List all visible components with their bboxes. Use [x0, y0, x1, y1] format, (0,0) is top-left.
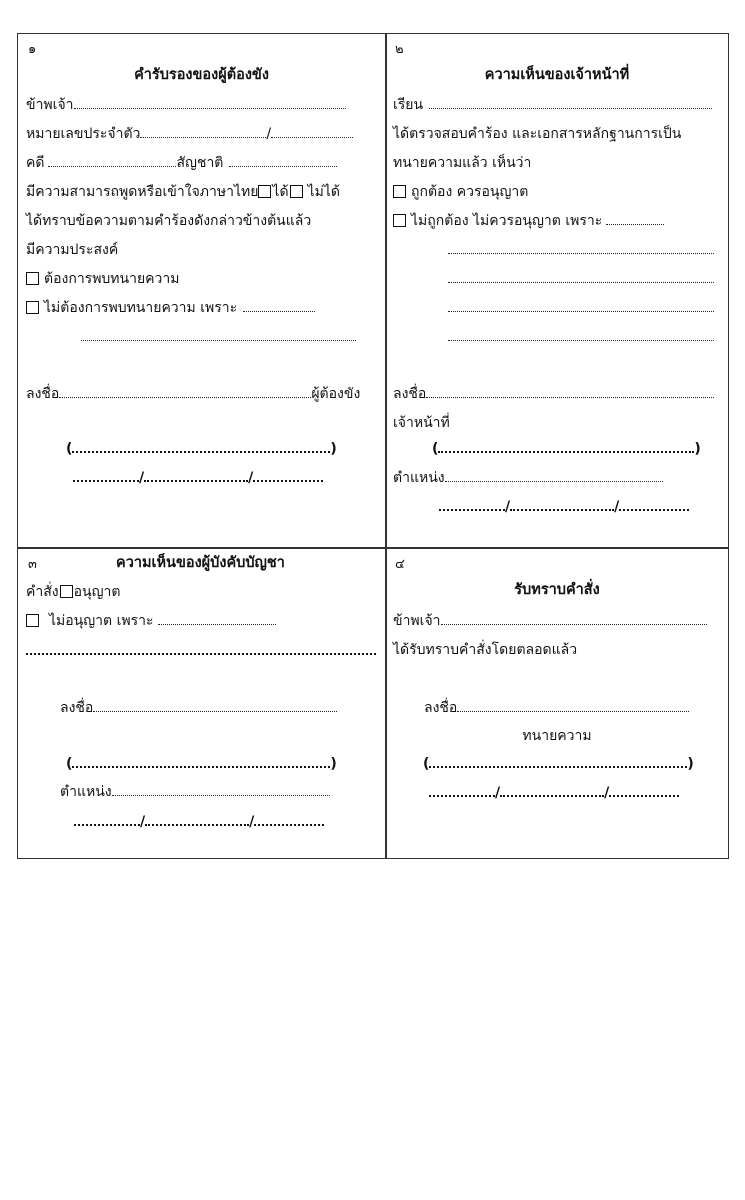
section-3-supervisor-opinion — [18, 549, 385, 858]
thai-ability-text: มีความสามารถพูดหรือเข้าใจภาษาไทย — [26, 184, 259, 200]
inmate-printed-name-row — [66, 438, 337, 458]
section-3-number: ๓ — [28, 557, 37, 572]
year-field[interactable] — [609, 782, 679, 797]
i-label: ข้าพเจ้า — [26, 97, 74, 113]
id-field[interactable] — [140, 124, 266, 138]
month-field[interactable] — [144, 467, 248, 482]
officer-printed-name-field[interactable] — [438, 438, 694, 453]
officer-role-label: เจ้าหน้าที่ — [393, 415, 450, 431]
not-want-lawyer-label: ไม่ต้องการพบทนายความ เพราะ — [44, 300, 238, 316]
officer-signature-field[interactable] — [426, 384, 714, 398]
incorrect-label: ไม่ถูกต้อง ไม่ควรอนุญาต เพราะ — [411, 213, 603, 229]
supervisor-position-row — [60, 782, 330, 802]
deny-label: ไม่อนุญาต เพราะ — [49, 613, 154, 629]
order-label: คำสั่ง — [26, 584, 59, 600]
reason-field[interactable] — [243, 298, 315, 312]
sign-label: ลงชื่อ — [424, 700, 458, 716]
can-checkbox[interactable] — [258, 185, 271, 198]
date-slash: / — [495, 785, 501, 801]
officer-reason-line-4 — [448, 298, 714, 318]
deny-reason-field[interactable] — [158, 611, 276, 625]
supervisor-signature-field[interactable] — [93, 698, 337, 712]
position-label: ตำแหน่ง — [393, 470, 445, 486]
month-field[interactable] — [145, 811, 249, 826]
inmate-sign-row — [26, 384, 360, 404]
section-3-title: ความเห็นของผู้บังคับบัญชา — [116, 555, 285, 571]
inmate-role-label: ผู้ต้องขัง — [311, 386, 361, 402]
thai-ability-row — [26, 182, 340, 202]
form-grid — [17, 33, 729, 859]
section-4-title: รับทราบคำสั่ง — [514, 582, 600, 598]
ack-i-row — [393, 611, 707, 631]
date-slash: / — [140, 814, 146, 830]
sign-label: ลงชื่อ — [26, 386, 60, 402]
month-field[interactable] — [500, 782, 604, 797]
day-field[interactable] — [73, 467, 139, 482]
lawyer-role-label: ทนายความ — [522, 728, 592, 744]
officer-sign-row — [393, 384, 714, 404]
want-lawyer-row — [26, 269, 180, 289]
section-2-title: ความเห็นของเจ้าหน้าที่ — [484, 67, 630, 83]
i-label: ข้าพเจ้า — [393, 613, 441, 629]
want-lawyer-checkbox[interactable] — [26, 272, 39, 285]
paren-open: ( — [423, 756, 430, 772]
section-2-officer-opinion — [386, 34, 728, 547]
order-row — [26, 582, 120, 602]
supervisor-printed-name-row — [66, 753, 337, 773]
acknowledged-text: ได้ทราบข้อความตามคำร้องดังกล่าวข้างต้นแล้ว — [26, 213, 312, 229]
lawyer-printed-name-field[interactable] — [429, 753, 687, 768]
nationality-field[interactable] — [229, 153, 337, 167]
id-label: หมายเลขประจำตัว — [26, 126, 141, 142]
case-row — [26, 153, 337, 173]
sign-label: ลงชื่อ — [393, 386, 427, 402]
case-label: คดี — [26, 155, 45, 171]
lawyer-printed-name-row — [423, 753, 694, 773]
nationality-label: สัญชาติ — [176, 155, 224, 171]
incorrect-checkbox[interactable] — [393, 214, 406, 227]
officer-reason-field-4[interactable] — [448, 298, 714, 312]
officer-reason-line-3 — [448, 269, 714, 289]
reason-line-2 — [81, 327, 356, 347]
deny-reason-field-2[interactable] — [26, 640, 376, 655]
inmate-signature-field[interactable] — [59, 384, 311, 398]
day-field[interactable] — [439, 496, 505, 511]
month-field[interactable] — [510, 496, 614, 511]
want-lawyer-label: ต้องการพบทนายความ — [44, 271, 180, 287]
to-row — [393, 95, 712, 115]
paren-open: ( — [66, 756, 73, 772]
paren-open: ( — [66, 441, 73, 457]
ack-text: ได้รับทราบคำสั่งโดยตลอดแล้ว — [393, 642, 578, 658]
lawyer-date-row — [429, 782, 679, 802]
paren-open: ( — [432, 441, 439, 457]
supervisor-printed-name-field[interactable] — [72, 753, 330, 768]
deny-checkbox[interactable] — [26, 614, 39, 627]
correct-checkbox[interactable] — [393, 185, 406, 198]
lawyer-sign-row — [424, 698, 689, 718]
supervisor-sign-row — [60, 698, 337, 718]
year-field[interactable] — [619, 496, 689, 511]
paren-close: ) — [694, 441, 701, 457]
name-field[interactable] — [74, 95, 346, 109]
i-row — [26, 95, 346, 115]
section-4-order-acknowledgement — [386, 549, 728, 858]
section-1-title: คำรับรองของผู้ต้องขัง — [134, 67, 269, 83]
can-label: ได้ — [272, 184, 289, 200]
date-slash: / — [614, 499, 620, 515]
supervisor-position-field[interactable] — [112, 782, 330, 796]
day-field[interactable] — [74, 811, 140, 826]
officer-position-field[interactable] — [445, 468, 663, 482]
incorrect-row — [393, 211, 664, 231]
deny-reason-line-2 — [26, 640, 376, 660]
section-4-number: ๔ — [395, 557, 405, 572]
reason-field-2[interactable] — [81, 327, 356, 341]
to-field[interactable] — [429, 95, 712, 109]
date-slash: / — [604, 785, 610, 801]
ack-name-field[interactable] — [441, 611, 707, 625]
section-1-inmate-certification — [18, 34, 385, 547]
officer-reason-field-3[interactable] — [448, 269, 714, 283]
officer-position-row — [393, 468, 663, 488]
wish-text: มีความประสงค์ — [26, 242, 119, 258]
year-field[interactable] — [253, 467, 323, 482]
not-want-lawyer-checkbox[interactable] — [26, 301, 39, 314]
section-1-number: ๑ — [28, 42, 37, 57]
lawyer-signature-field[interactable] — [457, 698, 689, 712]
cannot-checkbox[interactable] — [290, 185, 303, 198]
officer-printed-name-row — [432, 438, 701, 458]
officer-reason-line-2 — [448, 240, 714, 260]
correct-row — [393, 182, 528, 202]
cannot-label: ไม่ได้ — [307, 184, 340, 200]
id-row — [26, 124, 353, 144]
sign-label: ลงชื่อ — [60, 700, 94, 716]
date-slash: / — [139, 470, 145, 486]
officer-date-row — [439, 496, 689, 516]
section-2-number: ๒ — [395, 42, 404, 57]
inmate-printed-name-field[interactable] — [72, 438, 330, 453]
officer-reason-field-5[interactable] — [448, 327, 714, 341]
officer-line-1: ได้ตรวจสอบคำร้อง และเอกสารหลักฐานการเป็น — [393, 126, 682, 142]
position-label: ตำแหน่ง — [60, 784, 112, 800]
id-year-field[interactable] — [271, 124, 353, 138]
slash: / — [266, 126, 272, 142]
date-slash: / — [248, 470, 254, 486]
paren-close: ) — [687, 756, 694, 772]
inmate-date-row — [73, 467, 323, 487]
deny-row — [26, 611, 276, 631]
supervisor-date-row — [74, 811, 324, 831]
not-want-lawyer-row — [26, 298, 315, 318]
day-field[interactable] — [429, 782, 495, 797]
date-slash: / — [249, 814, 255, 830]
officer-reason-line-5 — [448, 327, 714, 347]
allow-label: อนุญาต — [73, 584, 121, 600]
paren-close: ) — [330, 756, 337, 772]
paren-close: ) — [330, 441, 337, 457]
date-slash: / — [505, 499, 511, 515]
allow-checkbox[interactable] — [60, 585, 73, 598]
case-field[interactable] — [48, 153, 176, 167]
officer-reason-field[interactable] — [606, 211, 664, 225]
officer-line-2: ทนายความแล้ว เห็นว่า — [393, 155, 532, 171]
officer-reason-field-2[interactable] — [448, 240, 714, 254]
year-field[interactable] — [254, 811, 324, 826]
to-label: เรียน — [393, 97, 424, 113]
correct-label: ถูกต้อง ควรอนุญาต — [411, 184, 529, 200]
